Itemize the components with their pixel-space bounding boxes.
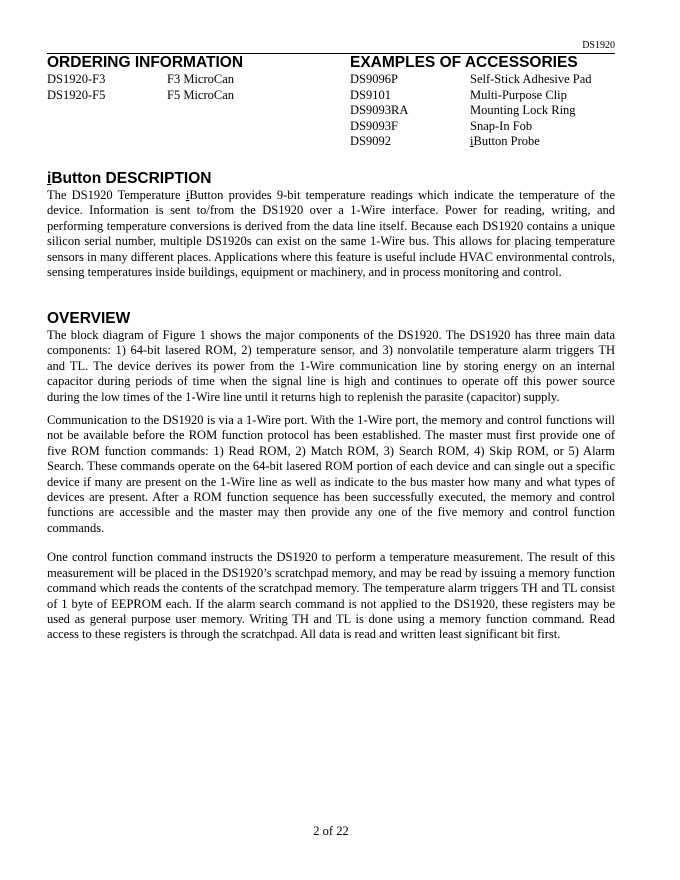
ordering-row: [47, 72, 347, 88]
ibutton-description-title: iButton DESCRIPTION: [47, 170, 212, 187]
part-description: iButton Probe: [470, 134, 540, 148]
ordering-title: ORDERING INFORMATION: [47, 54, 244, 71]
part-description: Multi-Purpose Clip: [470, 87, 567, 102]
overview-section: [47, 310, 615, 643]
accessory-row: [350, 134, 615, 150]
accessory-row: [350, 119, 615, 135]
part-number: DS1920-F3: [47, 72, 106, 86]
ibutton-description-paragraph: The DS1920 Temperature iButton provides 9-bit temperature readings which indicate the temperature of the device. Information is sent to/from the DS1920 over a 1-Wire interface. Power for reading, writing, and performing temperature conversions is derived from the data line itself. Because each DS1920 contains a unique silicon serial number, multiple DS1920s can exist on the same 1-Wire bus. This allows for placing temperature sensors in many different places. Applications where this feature is useful include HVAC environmental controls, sensing temperatures inside buildings, equipment or machinery, and in process monitoring and control.: [47, 188, 615, 280]
ibutton-description-section: [47, 170, 615, 280]
ordering-row: [47, 88, 347, 104]
overview-title: OVERVIEW: [47, 310, 131, 327]
ordering-information: [47, 54, 347, 103]
part-description: Mounting Lock Ring: [470, 103, 576, 117]
overview-paragraph-2: Communication to the DS1920 is via a 1-Wire port. With the 1-Wire port, the memory and control functions will not be available before the ROM function protocol has been established. The master must first provide one of five ROM function commands: 1) Read ROM, 2) Match ROM, 3) Search ROM, 4) Skip ROM, or 5) Alarm Search. These commands operate on the 64-bit lasered ROM portion of each device and can single out a specific device if many are present on the 1-Wire line as well as indicate to the bus master how many and what types of devices are present. After a ROM function sequence has been successfully executed, the memory and control functions are accessible and the master may then provide any one of the five memory and control function commands.: [47, 413, 615, 535]
accessory-row: [350, 88, 615, 104]
overview-paragraph-1: The block diagram of Figure 1 shows the major components of the DS1920. The DS1920 has three main data components: 1) 64-bit lasered ROM, 2) temperature sensor, and 3) nonvolatile temperature alarm triggers TH and TL. The device derives its power from the 1-Wire communication line by storing energy on an internal capacitor during periods of time when the signal line is high and continues to operate off this power source during the low times of the 1-Wire line until it returns high to replenish the parasite (capacitor) supply.: [47, 328, 615, 404]
overview-paragraph-3: One control function command instructs the DS1920 to perform a temperature measurement. The result of this measurement will be placed in the DS1920’s scratchpad memory, and may be read by issuing a memory function command which reads the contents of the scratchpad memory. The temperature alarm triggers TH and TL consist of 1 byte of EEPROM each. If the alarm search command is not applied to the DS1920, these registers may be used as general purpose user memory. Writing TH and TL is done using a memory function command. Read access to these registers is through the scratchpad. All data is read and written least significant bit first.: [47, 550, 615, 642]
accessory-row: [350, 103, 615, 119]
part-number: DS9092: [350, 134, 391, 148]
part-description: Self-Stick Adhesive Pad: [470, 72, 592, 86]
part-number: DS9093RA: [350, 103, 409, 117]
accessories: [350, 54, 615, 150]
part-description: F5 MicroCan: [167, 87, 235, 102]
part-number: DS9101: [350, 87, 391, 102]
part-description: Snap-In Fob: [470, 118, 533, 133]
accessory-row: [350, 72, 615, 88]
page-number: 2 of 22: [313, 824, 349, 838]
accessories-title: EXAMPLES OF ACCESSORIES: [350, 54, 578, 71]
part-number: DS1920-F5: [47, 87, 106, 102]
part-description: F3 MicroCan: [167, 72, 235, 86]
header-doc-id: DS1920: [582, 40, 615, 51]
part-number: DS9096P: [350, 72, 398, 86]
part-number: DS9093F: [350, 118, 398, 133]
